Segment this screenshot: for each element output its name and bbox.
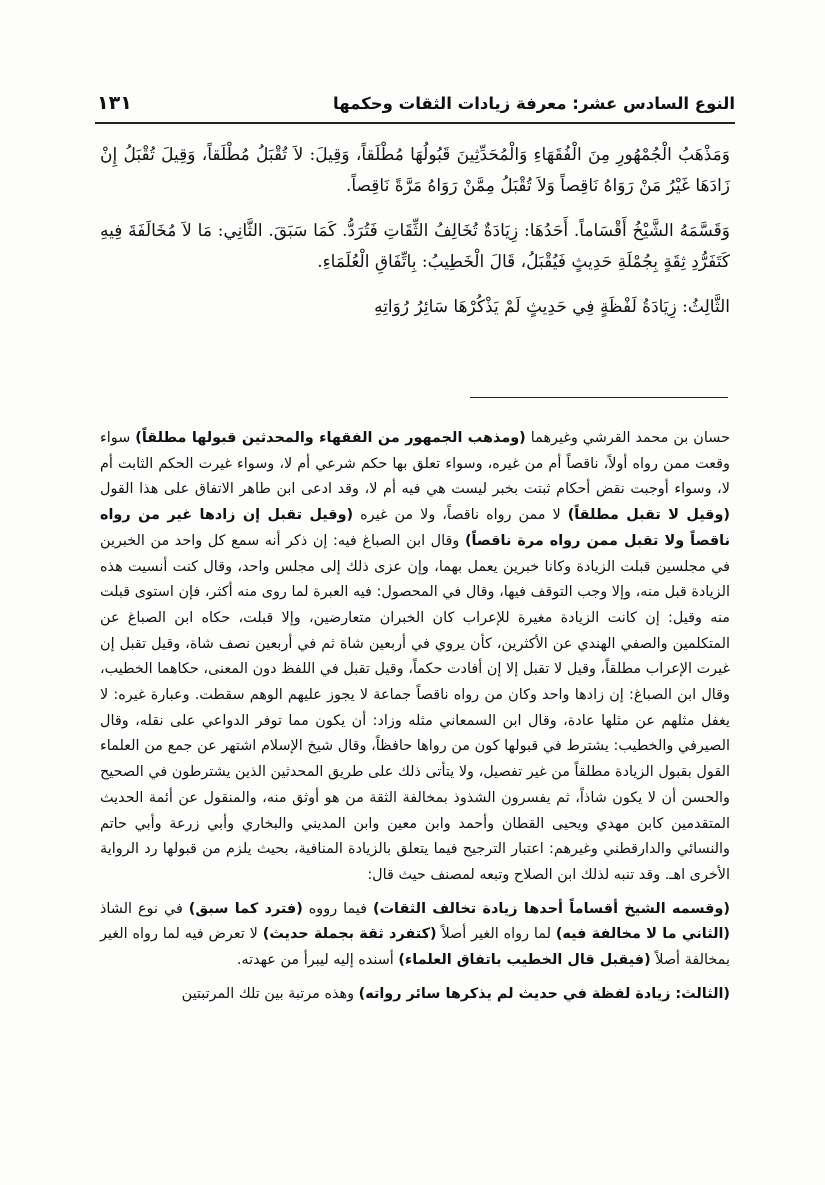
main-paragraph-1: وَمَذْهَبُ الْجُمْهُورِ مِنَ الْفُقَهَاءِ وَالْمُحَدِّثِينَ قَبُولُهَا مُطْلَقاً، وَقِيلَ: لاَ تُقْبَلُ مُطْلَقاً، وَقِيلَ تُقْبَلُ إِنْ زَادَهَا غَيْرُ مَنْ رَوَاهُ نَاقِصاً وَلاَ تُقْبَلُ مِمَّنْ رَوَاهُ مَرَّةً نَاقِصاً. bbox=[100, 145, 730, 196]
quoted-matn: (كتفرد ثقة بجملة حديث) bbox=[262, 926, 437, 943]
commentary-text-run: وهذه مرتبة بين تلك المرتبتين bbox=[181, 985, 359, 1002]
chapter-title: النوع السادس عشر: معرفة زيادات الثقات وحكمها bbox=[333, 94, 735, 113]
commentary-paragraph-3 bbox=[100, 982, 730, 1008]
main-text bbox=[100, 140, 730, 337]
commentary-text-run: فيما رووه bbox=[302, 900, 373, 917]
commentary-text-run: وقال ابن الصباغ فيه: إن ذكر أنه سمع كل واحد من الخبرين في مجلسين قبلت الزيادة وكانا خبرين يعمل بهما، وإن عزى ذلك إلى مجلس واحد، وقال كنت أنسيت هذه الزيادة قبل منه، وإلا وجب التوقف فيها، وقال في المحصول: فيه العبرة لما روى منه أكثر، فإن استوى قبلت منه وقيل: إن كانت الزيادة مغيرة للإعراب كان الخبران متعارضين، وإلا قبلت، حكاه ابن الصباغ عن المتكلمين والصفي الهندي عن الأكثرين، كأن يروي في أربعين شاة ثم في أربعين نصف شاة، وقيل تقبل إن غيرت الإعراب مطلقاً، وقيل لا تقبل إلا إن أفادت حكماً، وقيل تقبل في اللفظ دون المعنى، حكاهما الخطيب، وقال ابن الصباغ: إن زادها واحد وكان من رواه ناقصاً جماعة لا يجوز عليهم الوهم سقطت. وعبارة غيره: لا يغفل مثلهم عن مثلها عادة، وقال ابن السمعاني مثله وزاد: أن يكون مما توفر الدواعي على نقله، وقال الصيرفي والخطيب: يشترط في قبولها كون من رواها حافظاً، وقال شيخ الإسلام اشتهر عن جمع من العلماء القول بقبول الزيادة مطلقاً من غير تفصيل، ولا يتأتى ذلك على طريق المحدثين الذين يشترطون في الصحيح والحسن أن لا يكون شاذاً، ثم يفسرون الشذوذ بمخالفة الثقة من هو أوثق منه، والمنقول عن أئمة الحديث المتقدمين كابن مهدي ويحيى القطان وأحمد وابن معين وابن المديني والبخاري وأبي زرعة وأبي حاتم والنسائي والدارقطني وغيرهم: اعتبار الترجيح فيما يتعلق بالزيادة المنافية، بحيث يلزم من قبولها رد الرواية الأخرى اهـ. وقد تنبه لذلك ابن الصلاح وتبعه لمصنف حيث قال: bbox=[100, 532, 730, 883]
main-paragraph-3: الثَّالِثُ: زِيَادَةُ لَفْظَةٍ فِي حَدِيثٍ لَمْ يَذْكُرْهَا سَائِرُ رُوَاتِهِ bbox=[374, 297, 730, 317]
quoted-matn: (الثاني ما لا مخالفة فيه) bbox=[555, 926, 730, 943]
commentary-text-run: حسان بن محمد القرشي وغيرهما bbox=[525, 430, 730, 446]
commentary-paragraph-2 bbox=[100, 897, 730, 974]
commentary-text-run: سواء وقعت ممن رواه أولاً، ناقصاً أم من غيره، وسواء تعلق بها حكم شرعي أم لا، وسواء غيرت الحكم الثابت أم لا، وسواء أوجبت نقض أحكام ثبتت بخبر ليست هي فيه أم لا، وقد ادعى ابن طاهر الاتفاق على هذا القول bbox=[100, 430, 730, 498]
commentary-paragraph-1 bbox=[100, 426, 730, 889]
quoted-matn: (فيقبل قال الخطيب باتفاق العلماء) bbox=[398, 952, 651, 969]
quoted-matn: (وقيل لا تقبل مطلقاً) bbox=[567, 507, 731, 524]
commentary-text-run: أسنده إليه ليبرأ من عهدته. bbox=[236, 952, 399, 969]
commentary-text-run: لما رواه الغير أصلاً bbox=[436, 926, 556, 943]
main-paragraph-2: وَقَسَّمَهُ الشَّيْخُ أَقْسَاماً. أَحَدُهَا: زِيَادَةٌ تُخَالِفُ الثِّقَاتِ فَتُرَدُّ. كَمَا سَبَقَ. الثَّانِي: مَا لاَ مُخَالَفَةَ فِيهِ كَتَفَرُّدِ ثِقَةٍ بِجُمْلَةِ حَدِيثٍ فَيُقْبَلُ، قَالَ الْخَطِيبُ: بِاتِّفَاقِ الْعُلَمَاءِ. bbox=[100, 221, 730, 272]
commentary-text bbox=[100, 426, 730, 1015]
commentary-text-run: في نوع الشاذ bbox=[100, 900, 189, 917]
commentary-text-run: لا ممن رواه ناقصاً، ولا من غيره bbox=[353, 507, 568, 524]
quoted-matn: (الثالث: زيادة لفظة في حديث لم يذكرها سائر رواته) bbox=[358, 985, 730, 1002]
commentary-text-run: لا تعرض فيه لما رواه الغير بمخالفة أصلاً bbox=[100, 926, 730, 969]
footnote-separator bbox=[470, 397, 728, 398]
quoted-matn: (ومذهب الجمهور من الفقهاء والمحدثين قبولها مطلقاً) bbox=[135, 430, 526, 446]
page-number: ١٣١ bbox=[97, 92, 132, 114]
quoted-matn: (وقسمه الشيخ أقساماً أحدها زيادة تخالف الثقات) bbox=[373, 900, 730, 917]
quoted-matn: (فترد كما سبق) bbox=[188, 900, 303, 917]
quoted-matn: (وقيل تقبل إن زادها غير من رواه ناقصاً ولا تقبل ممن رواه مرة ناقصاً) bbox=[100, 507, 730, 549]
page-header bbox=[95, 92, 735, 124]
